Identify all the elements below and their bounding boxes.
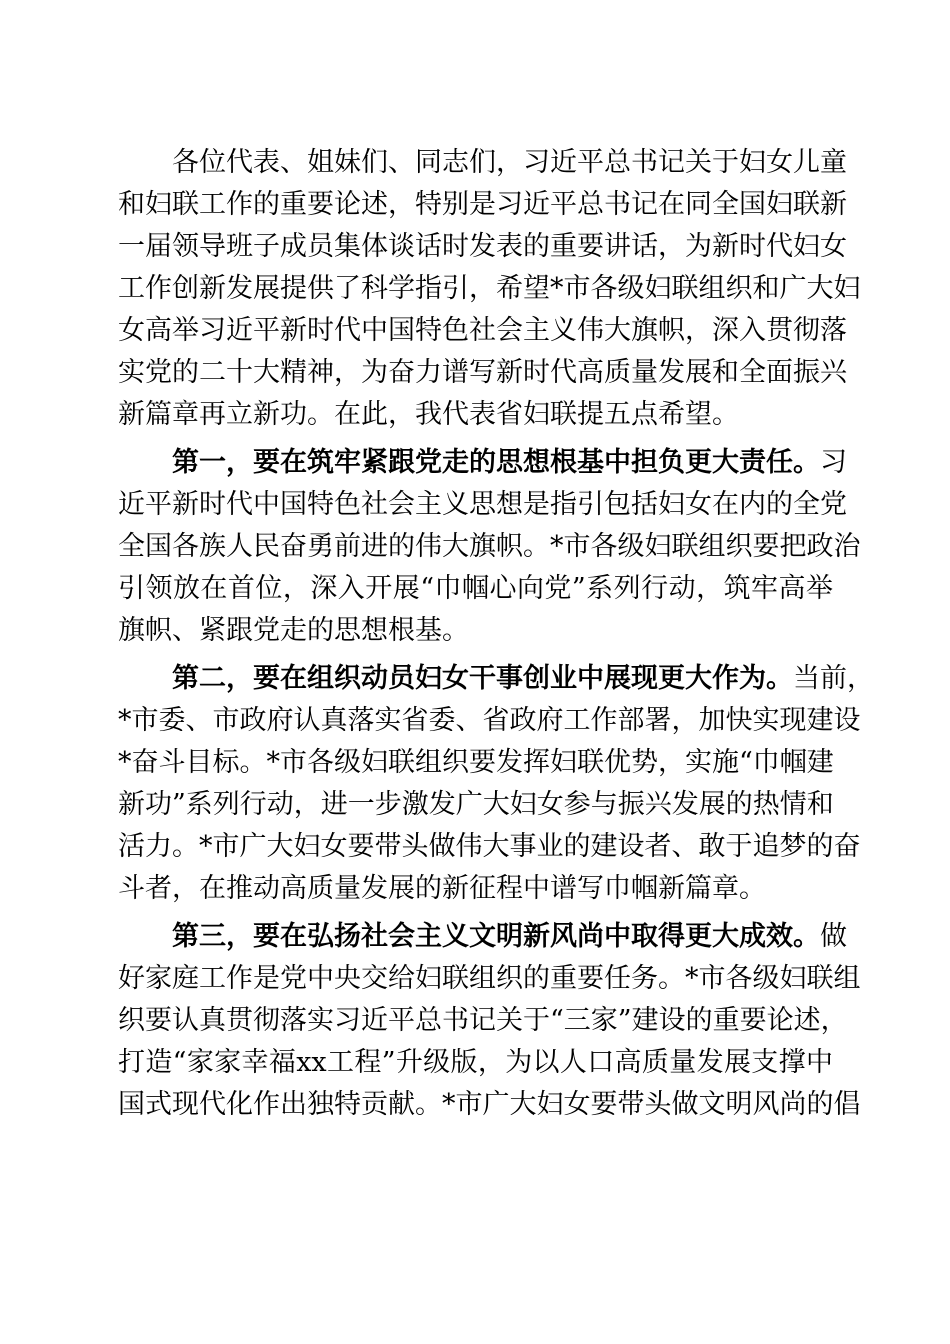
paragraph-4-heading: 第三，要在弘扬社会主义文明新风尚中取得更大成效。 [172, 921, 820, 952]
paragraph-4-line-1 [172, 921, 847, 952]
paragraph-3-line-2: *市委、市政府认真落实省委、省政府工作部署，加快实现建设 [118, 705, 861, 736]
paragraph-2-line-1 [172, 447, 847, 478]
paragraph-3-line-1-text: 当前， [793, 663, 874, 694]
paragraph-2-line-5: 旗帜、紧跟党走的思想根基。 [118, 615, 469, 646]
paragraph-4-line-1-text: 做 [820, 921, 847, 952]
paragraph-4-line-4: 打造“家家幸福xx工程”升级版，为以人口高质量发展支撑中 [118, 1047, 833, 1078]
paragraph-3-line-5: 活力。*市广大妇女要带头做伟大事业的建设者、敢于追梦的奋 [118, 831, 861, 862]
paragraph-2-line-1-text: 习 [820, 447, 847, 478]
paragraph-1-line-6: 实党的二十大精神，为奋力谱写新时代高质量发展和全面振兴 [118, 357, 847, 388]
paragraph-2-line-2: 近平新时代中国特色社会主义思想是指引包括妇女在内的全党 [118, 489, 847, 520]
paragraph-3-line-4: 新功”系列行动，进一步激发广大妇女参与振兴发展的热情和 [118, 789, 834, 820]
paragraph-1-line-7: 新篇章再立新功。在此，我代表省妇联提五点希望。 [118, 399, 739, 430]
paragraph-4-line-5: 国式现代化作出独特贡献。*市广大妇女要带头做文明风尚的倡 [118, 1089, 861, 1120]
paragraph-1-line-4: 工作创新发展提供了科学指引，希望*市各级妇联组织和广大妇 [118, 273, 861, 304]
paragraph-1-line-3: 一届领导班子成员集体谈话时发表的重要讲话，为新时代妇女 [118, 231, 847, 262]
paragraph-3-heading: 第二，要在组织动员妇女干事创业中展现更大作为。 [172, 663, 793, 694]
paragraph-3-line-6: 斗者，在推动高质量发展的新征程中谱写巾帼新篇章。 [118, 873, 766, 904]
paragraph-1-line-1: 各位代表、姐妹们、同志们，习近平总书记关于妇女儿童 [172, 147, 847, 178]
paragraph-4-line-3: 织要认真贯彻落实习近平总书记关于“三家”建设的重要论述， [118, 1005, 848, 1036]
paragraph-1-line-5: 女高举习近平新时代中国特色社会主义伟大旗帜，深入贯彻落 [118, 315, 847, 346]
paragraph-2-line-4: 引领放在首位，深入开展“巾帼心向党”系列行动，筑牢高举 [118, 573, 833, 604]
paragraph-2-heading: 第一，要在筑牢紧跟党走的思想根基中担负更大责任。 [172, 447, 820, 478]
paragraph-1-line-2: 和妇联工作的重要论述，特别是习近平总书记在同全国妇联新 [118, 189, 847, 220]
paragraph-4-line-2: 好家庭工作是党中央交给妇联组织的重要任务。*市各级妇联组 [118, 963, 861, 994]
paragraph-3-line-3: *奋斗目标。*市各级妇联组织要发挥妇联优势，实施“巾帼建 [118, 747, 834, 778]
paragraph-3-line-1 [172, 663, 874, 694]
paragraph-2-line-3: 全国各族人民奋勇前进的伟大旗帜。*市各级妇联组织要把政治 [118, 531, 861, 562]
